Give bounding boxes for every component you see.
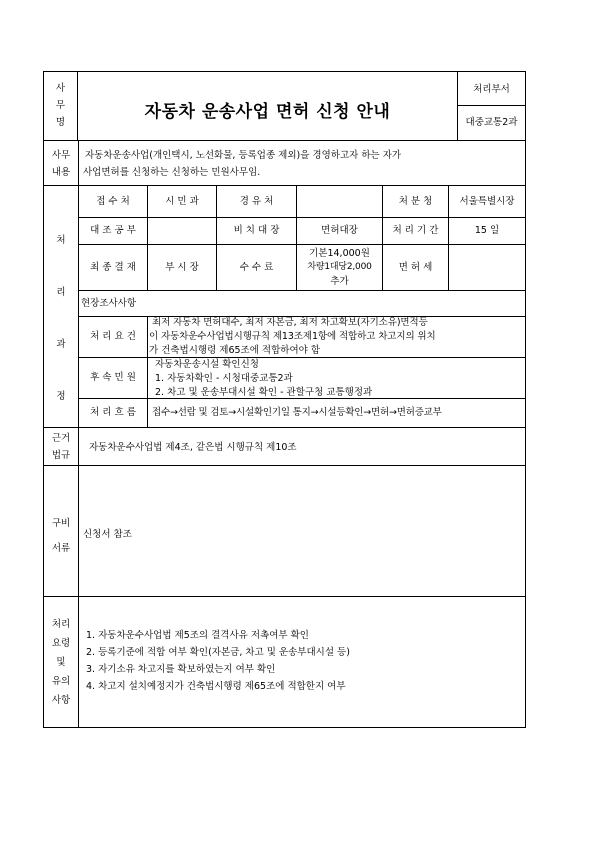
fee-label: 수 수 료 <box>239 262 274 273</box>
content-label-1: 사무 <box>51 150 71 161</box>
field-survey-label: 현장조사사항 <box>81 298 137 309</box>
content-line-1: 자동차운송사업(개인택시, 노선화물, 등록업종 제외)을 경영하고자 하는 자가 <box>85 150 402 161</box>
sep-after-docs <box>43 596 526 597</box>
header-dept-mid <box>457 105 525 106</box>
notes-label-4: 유의 <box>51 676 71 687</box>
content-label-2: 내용 <box>51 167 71 178</box>
office-name-label: 사무명 <box>55 83 66 128</box>
content-line-2: 사업면허를 신청하는 신청하는 민원사무임. <box>83 167 261 178</box>
dept-label: 처리부서 <box>473 84 510 95</box>
follow-up-line-2: 1. 자동차확인 - 시청대중교통2과 <box>155 373 293 384</box>
requirements-line-2: 이 자동차운수사업법시행규칙 제13조제1항에 적합하고 차고지의 위치 <box>149 331 436 342</box>
receiving-label: 접 수 처 <box>96 196 130 207</box>
notes-item-3: 3. 자기소유 차고지를 확보하였는지 여부 확인 <box>86 664 276 675</box>
fee-line-1: 기본14,000원 <box>309 248 370 259</box>
register-label: 비 치 대 장 <box>233 225 280 236</box>
via-label: 경 유 처 <box>239 196 274 207</box>
notes-item-4: 4. 차고지 설치예정지가 건축법시행령 제65조에 적합한지 여부 <box>86 681 346 692</box>
dept-value: 대중교통2과 <box>465 117 518 128</box>
docs-label-2: 서류 <box>51 543 71 554</box>
notes-item-1: 1. 자동차운수사업법 제5조의 결격사유 저촉여부 확인 <box>86 630 309 641</box>
process-row-5 <box>78 357 525 358</box>
fee-line-2: 차량1대당2,000 <box>307 262 372 272</box>
frame-top <box>43 71 526 72</box>
sep-after-process <box>43 427 526 428</box>
fee-line-3: 추가 <box>330 276 349 287</box>
notes-label-2: 요령 <box>51 638 71 649</box>
law-label-1: 근거 <box>51 433 71 444</box>
approver-label: 최 종 결 재 <box>90 262 136 273</box>
flow-value: 접수→선람 및 검토→시설확인기일 통지→시설등확인→면허→면허증교부 <box>152 407 442 418</box>
sep-after-law <box>43 465 526 466</box>
ledger-label: 대 조 공 부 <box>90 225 136 236</box>
disposal-label: 처 분 청 <box>398 196 433 207</box>
disposal-value: 서울특별시장 <box>459 196 515 207</box>
register-value: 면허대장 <box>321 225 358 236</box>
pv-6 <box>147 316 148 427</box>
period-label: 처 리 기 간 <box>392 225 439 236</box>
receiving-value: 시 민 과 <box>165 196 199 207</box>
approver-value: 부 시 장 <box>165 262 199 273</box>
process-row-1 <box>78 217 525 218</box>
law-value: 자동차운수사업법 제4조, 같은법 시행규칙 제10조 <box>89 442 297 453</box>
frame-right <box>525 71 526 728</box>
sep-after-header <box>43 140 526 141</box>
header-div-right <box>457 71 458 141</box>
license-tax-label: 면 허 세 <box>398 262 433 273</box>
requirements-line-1: 최저 자동차 면허대수, 최저 자본금, 최저 차고확보(자기소유)면적등 <box>152 317 428 328</box>
requirements-line-3: 가 건축법시행령 제65조에 적합하여야 함 <box>149 345 320 356</box>
period-value: 15 일 <box>474 225 500 236</box>
sep-after-content <box>43 185 526 186</box>
docs-label-1: 구비 <box>51 518 71 529</box>
flow-label: 처 리 흐 름 <box>90 407 136 418</box>
process-row-2 <box>78 244 525 245</box>
follow-up-line-3: 2. 차고 및 운송부대시설 확인 - 관할구청 교통행정과 <box>155 387 373 398</box>
law-label-2: 법규 <box>51 450 71 461</box>
notes-label-1: 처리 <box>51 619 71 630</box>
docs-value: 신청서 참조 <box>83 529 132 540</box>
process-row-3 <box>78 290 525 291</box>
notes-label-5: 사항 <box>51 695 71 706</box>
page-title: 자동차 운송사업 면허 신청 안내 <box>144 102 391 122</box>
follow-up-line-1: 자동차운송시설 확인신청 <box>155 359 259 370</box>
notes-label-3: 및 <box>56 657 66 668</box>
notes-item-2: 2. 등록기준에 적합 여부 확인(자본금, 차고 및 운송부대시설 등) <box>86 647 350 658</box>
requirements-label: 처 리 요 건 <box>90 331 136 342</box>
follow-up-label: 후 속 민 원 <box>90 372 136 383</box>
frame-bottom <box>43 727 526 728</box>
process-section-label: 처리과정 <box>56 235 66 402</box>
